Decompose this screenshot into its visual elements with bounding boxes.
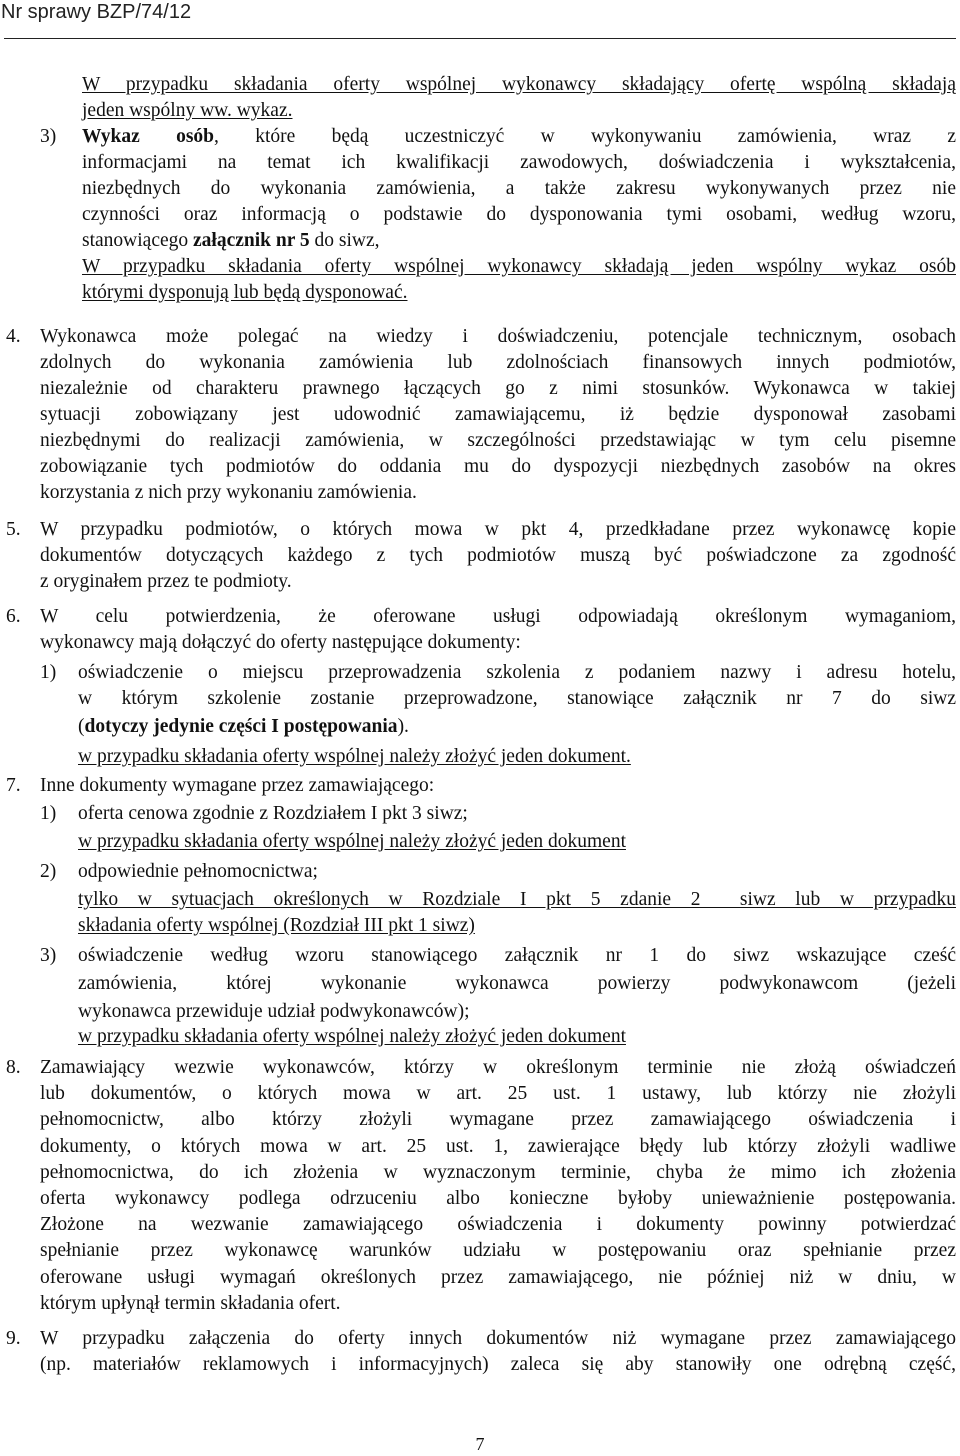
paragraph-line: czynności oraz informacją o podstawie do dysponowania tymi osobami, według wzoru, xyxy=(82,204,956,225)
paragraph-line: oświadczenie o miejscu przeprowadzenia szkolenia z podaniem nazwy i adresu hotelu, xyxy=(78,662,956,683)
underlined-note: tylko w sytuacjach określonych w Rozdziale I pkt 5 zdanie 2 siwz lub w przypadku xyxy=(78,889,956,910)
paragraph-line: wykonawcy mają dołączyć do oferty następujące dokumenty: xyxy=(40,632,521,653)
paragraph-line: korzystania z nich przy wykonaniu zamówienia. xyxy=(40,482,417,503)
paragraph-line: oświadczenie według wzoru stanowiącego załącznik nr 1 do siwz wskazujące cześć xyxy=(78,945,956,966)
attachment-reference: załącznik nr 5 xyxy=(193,230,310,251)
paragraph-line: Wykaz osób, które będą uczestniczyć w wykonywaniu zamówienia, wraz z xyxy=(82,126,956,147)
underlined-note: W przypadku składania oferty wspólnej wykonawcy składający ofertę wspólną składają xyxy=(82,74,956,95)
paragraph-line: W przypadku załączenia do oferty innych dokumentów niż wymagane przez zamawiającego xyxy=(40,1328,956,1349)
paragraph-line: z oryginałem przez te podmioty. xyxy=(40,571,292,592)
sublist-number: 1) xyxy=(40,803,57,824)
paragraph-line: niezbędnych do wykonania zamówienia, a także zakresu wykonywanych przez nie xyxy=(82,178,956,199)
header-rule xyxy=(4,38,956,39)
page-number: 7 xyxy=(475,1434,485,1454)
bold-lead: Wykaz osób xyxy=(82,126,215,147)
paragraph-line: zdolnych do wykonania zamówienia lub zdolnościach finansowych innych podmiotów, xyxy=(40,352,956,373)
paragraph-line: zobowiązanie tych podmiotów do oddania mu do dyspozycji niezbędnych zasobów na okres xyxy=(40,456,956,477)
sublist-number: 3) xyxy=(40,945,57,966)
underlined-note: w przypadku składania oferty wspólnej należy złożyć jeden dokument. xyxy=(78,746,631,767)
underlined-note: W przypadku składania oferty wspólnej wykonawcy składają jeden wspólny wykaz osób xyxy=(82,256,956,277)
underlined-note: jeden wspólny ww. wykaz. xyxy=(82,100,293,121)
paragraph-line: wykonawca przewiduje udział podwykonawców); xyxy=(78,1001,470,1022)
paragraph-line: którym upłynął termin składania ofert. xyxy=(40,1293,341,1314)
case-number: Nr sprawy BZP/74/12 xyxy=(1,1,192,23)
list-number: 9. xyxy=(6,1328,21,1349)
paragraph-line: sytuacji zobowiązany jest udowodnić zamawiającemu, iż będzie dysponował zasobami xyxy=(40,404,956,425)
paragraph-line: odpowiednie pełnomocnictwa; xyxy=(78,861,318,882)
paragraph-line: oferta wykonawcy podlega odrzuceniu albo konieczne byłoby unieważnienie postępowania. xyxy=(40,1188,956,1209)
sublist-number: 2) xyxy=(40,861,57,882)
underlined-note: którymi dysponują lub będą dysponować. xyxy=(82,282,408,303)
paragraph-line: pełnomocnictw, albo którzy złożyli wymagane przez zamawiającego oświadczenia i xyxy=(40,1109,956,1130)
sublist-number: 1) xyxy=(40,662,57,683)
paragraph-line: lub dokumentów, o których mowa w art. 25 ust. 1 ustawy, lub którzy nie złożyli xyxy=(40,1083,956,1104)
paragraph-line: informacjami na temat ich kwalifikacji zawodowych, doświadczenia i wykształcenia, xyxy=(82,152,956,173)
list-number: 4. xyxy=(6,326,21,347)
paragraph-line: Wykonawca może polegać na wiedzy i doświadczeniu, potencjale technicznym, osobach xyxy=(40,326,956,347)
paragraph-line: oferta cenowa zgodnie z Rozdziałem I pkt 3 siwz; xyxy=(78,803,468,824)
paragraph-line: oferowane usługi wymagań określonych przez zamawiającego, nie później niż w dniu, w xyxy=(40,1267,956,1288)
list-number: 6. xyxy=(6,606,21,627)
list-number: 8. xyxy=(6,1057,21,1078)
paragraph-line: dokumenty, o których mowa w art. 25 ust. 1, zawierające błędy lub którzy złożyli wadliwe xyxy=(40,1136,956,1157)
paragraph-line: Zamawiający wezwie wykonawców, którzy w określonym terminie nie złożą oświadczeń xyxy=(40,1057,956,1078)
paragraph-line: Inne dokumenty wymagane przez zamawiającego: xyxy=(40,775,435,796)
underlined-note: składania oferty wspólnej (Rozdział III pkt 1 siwz) xyxy=(78,915,475,936)
underlined-note: w przypadku składania oferty wspólnej należy złożyć jeden dokument xyxy=(78,831,626,852)
paragraph-line: spełnianie przez wykonawcę warunków udziału w postępowaniu oraz spełnianie przez xyxy=(40,1240,956,1261)
list-number: 3) xyxy=(40,126,57,147)
underlined-note: w przypadku składania oferty wspólnej należy złożyć jeden dokument xyxy=(78,1026,626,1047)
paragraph-line: (dotyczy jedynie części I postępowania). xyxy=(78,716,409,737)
list-number: 5. xyxy=(6,519,21,540)
paragraph-line: W celu potwierdzenia, że oferowane usługi odpowiadają określonym wymaganiom, xyxy=(40,606,956,627)
scope-note: dotyczy jedynie części I postępowania xyxy=(84,716,398,737)
paragraph-line: niezależnie od charakteru prawnego łączących go z nimi stosunków. Wykonawca w takiej xyxy=(40,378,956,399)
paragraph-line: zamówienia, której wykonanie wykonawca powierzy podwykonawcom (jeżeli xyxy=(78,973,956,994)
paragraph-line: niezbędnymi do realizacji zamówienia, w szczególności przedstawiając w tym celu pisemne xyxy=(40,430,956,451)
paragraph-line: Złożone na wezwanie zamawiającego oświadczenia i dokumenty powinny potwierdzać xyxy=(40,1214,956,1235)
list-number: 7. xyxy=(6,775,21,796)
paragraph-line: dokumentów dotyczących każdego z tych podmiotów muszą być poświadczone za zgodność xyxy=(40,545,956,566)
paragraph-line: (np. materiałów reklamowych i informacyjnych) zaleca się aby stanowiły one odrębną część, xyxy=(40,1354,956,1375)
paragraph-line: W przypadku podmiotów, o których mowa w pkt 4, przedkładane przez wykonawcę kopie xyxy=(40,519,956,540)
paragraph-line: w którym szkolenie zostanie przeprowadzone, stanowiące załącznik nr 7 do siwz xyxy=(78,688,956,709)
paragraph-line: stanowiącego załącznik nr 5 do siwz, xyxy=(82,230,380,251)
paragraph-line: pełnomocnictwa, do ich złożenia w wyznaczonym terminie, chyba że mimo ich złożenia xyxy=(40,1162,956,1183)
